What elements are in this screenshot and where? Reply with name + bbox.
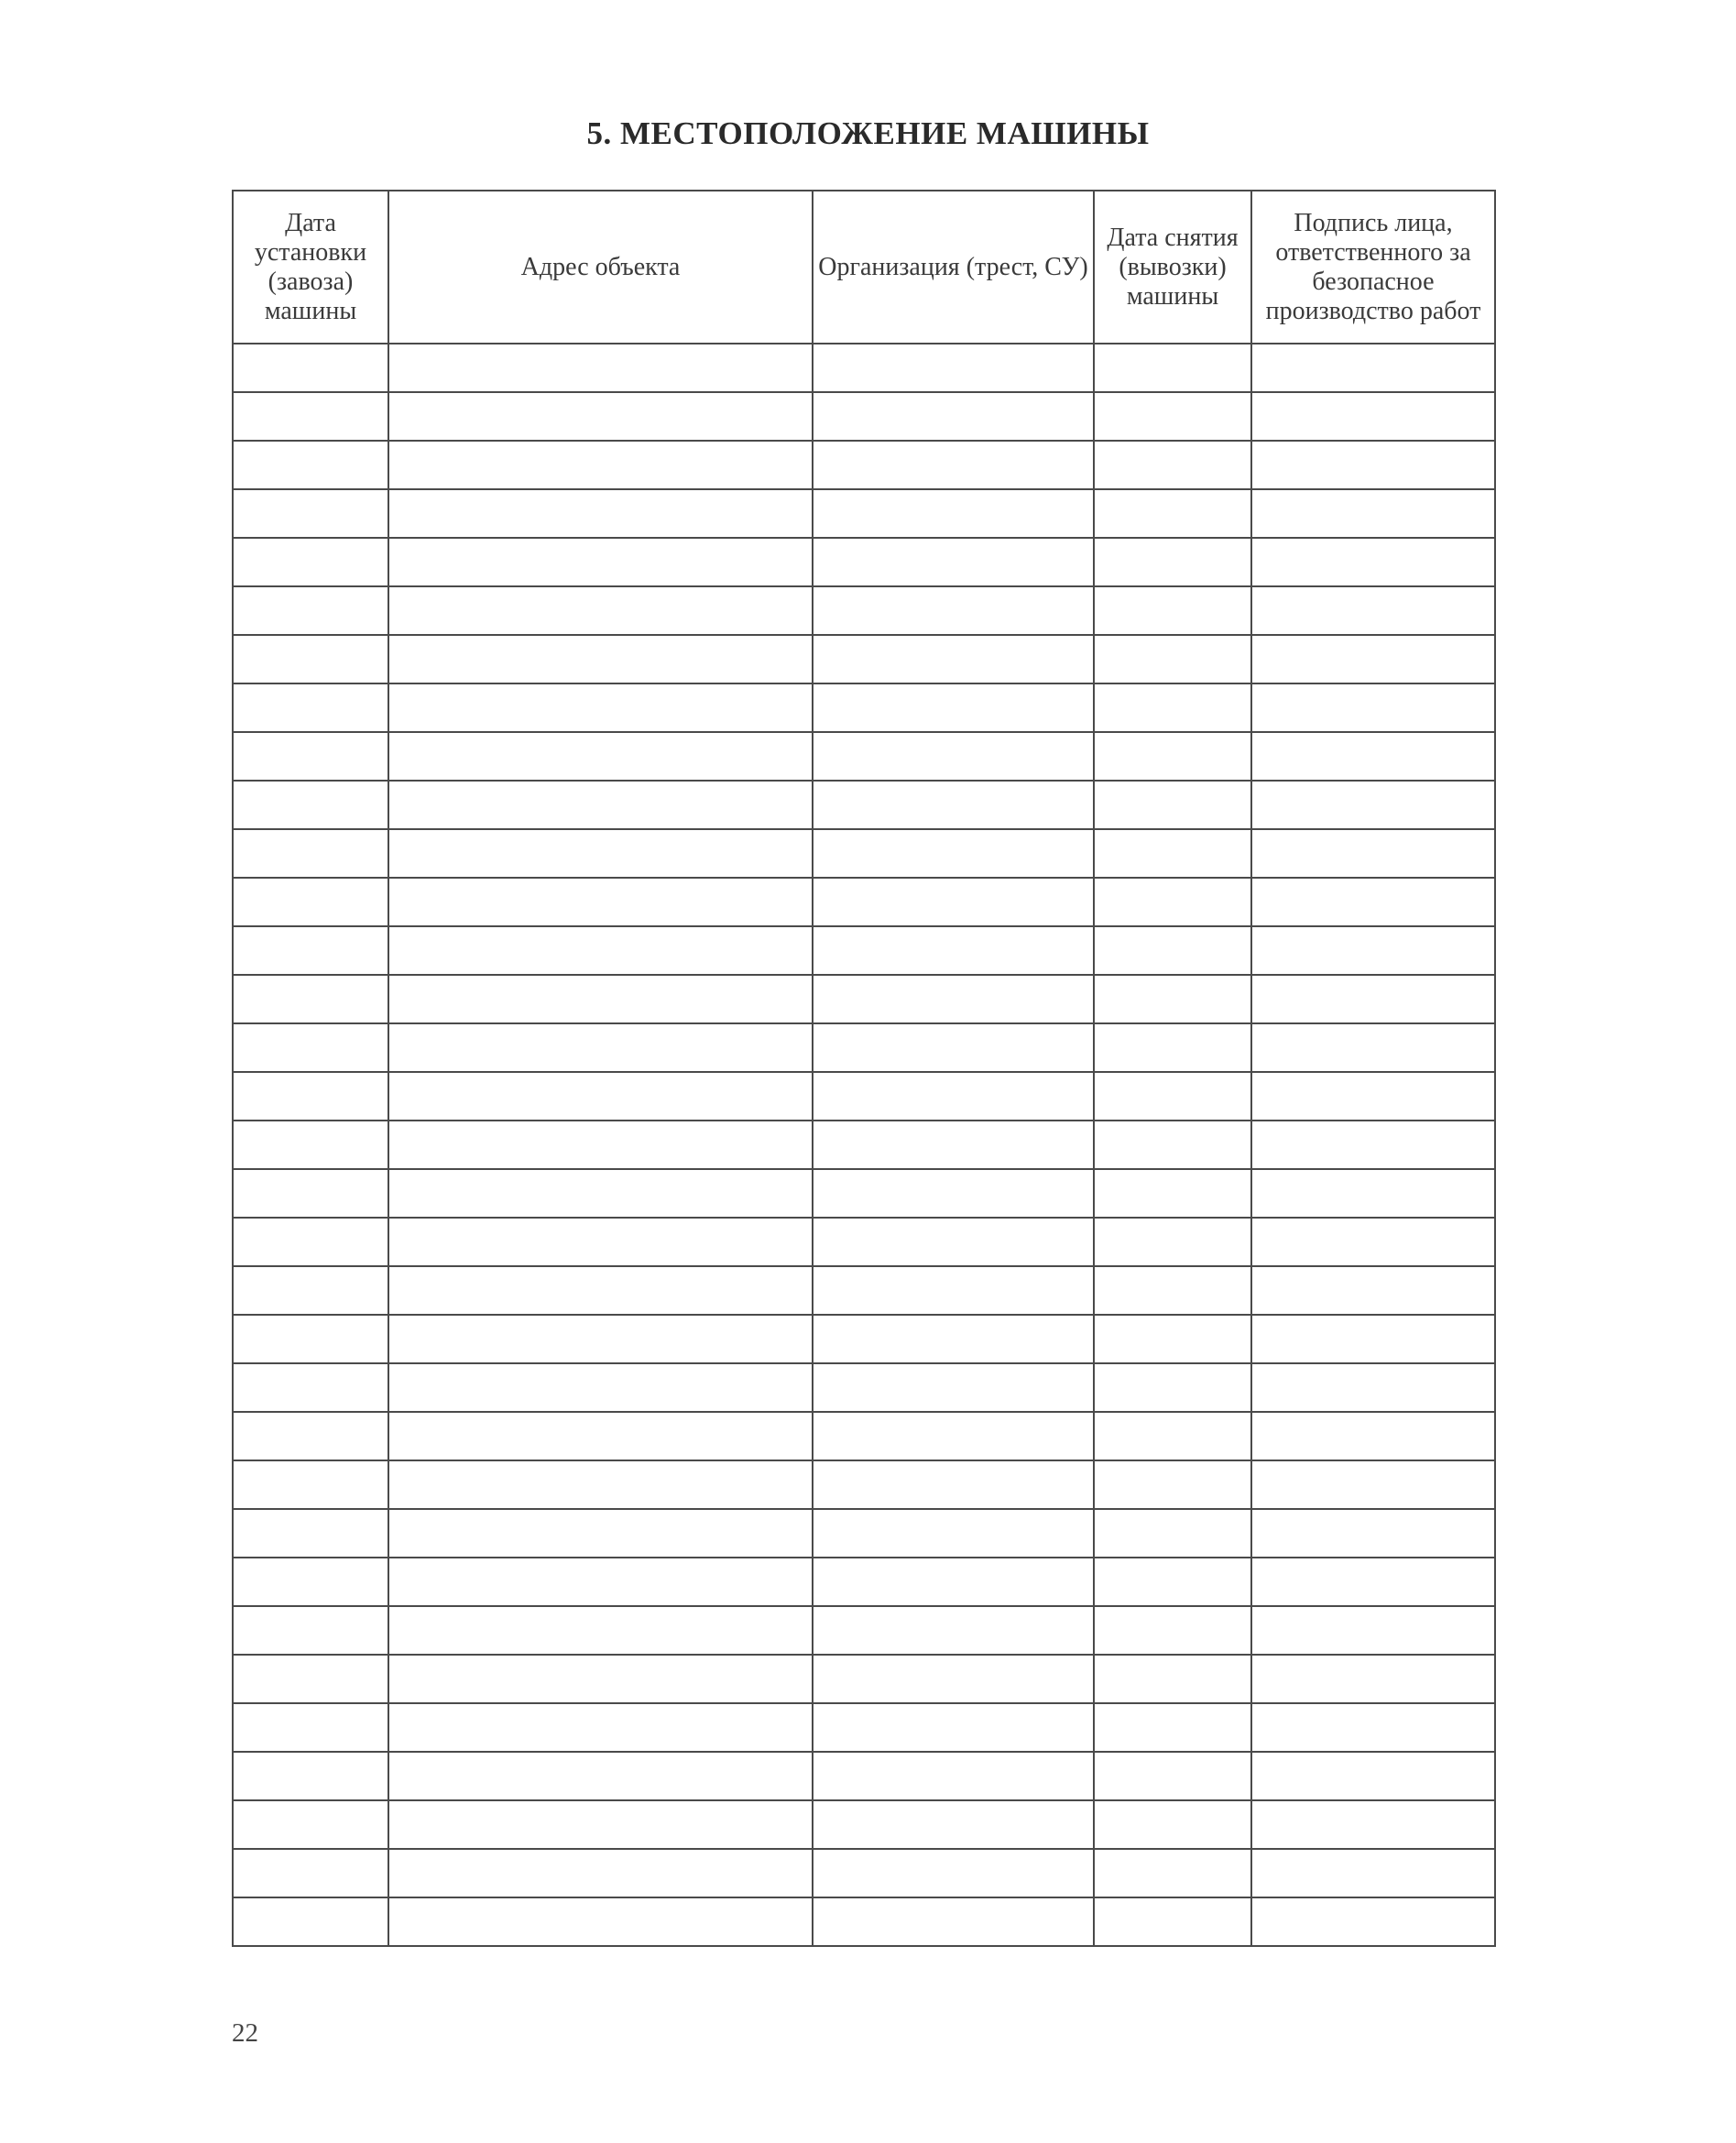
removal-date-cell: [1094, 975, 1251, 1023]
signature-cell: [1251, 344, 1495, 392]
table-row: [233, 781, 1495, 829]
signature-cell: [1251, 1121, 1495, 1169]
install-date-cell: [233, 586, 388, 635]
install-date-cell: [233, 1655, 388, 1703]
address-cell: [388, 586, 813, 635]
removal-date-cell: [1094, 683, 1251, 732]
organization-cell: [813, 732, 1094, 781]
removal-date-cell: [1094, 1800, 1251, 1849]
organization-cell: [813, 1897, 1094, 1946]
table-row: [233, 1169, 1495, 1218]
install-date-cell: [233, 683, 388, 732]
address-cell: [388, 1023, 813, 1072]
organization-cell: [813, 392, 1094, 441]
table-row: [233, 1703, 1495, 1752]
install-date-cell: [233, 1849, 388, 1897]
address-cell: [388, 635, 813, 683]
signature-cell: [1251, 1897, 1495, 1946]
table-row: [233, 1460, 1495, 1509]
install-date-cell: [233, 538, 388, 586]
table-row: [233, 538, 1495, 586]
address-cell: [388, 1558, 813, 1606]
table-row: [233, 1412, 1495, 1460]
signature-cell: [1251, 1655, 1495, 1703]
signature-cell: [1251, 1266, 1495, 1315]
table-row: [233, 1509, 1495, 1558]
organization-cell: [813, 344, 1094, 392]
install-date-cell: [233, 926, 388, 975]
table-row: [233, 1800, 1495, 1849]
organization-cell: [813, 829, 1094, 878]
removal-date-cell: [1094, 878, 1251, 926]
removal-date-cell: [1094, 1752, 1251, 1800]
address-cell: [388, 344, 813, 392]
signature-cell: [1251, 1460, 1495, 1509]
signature-cell: [1251, 1315, 1495, 1363]
organization-cell: [813, 1121, 1094, 1169]
install-date-cell: [233, 1169, 388, 1218]
signature-cell: [1251, 586, 1495, 635]
address-cell: [388, 1606, 813, 1655]
address-cell: [388, 1266, 813, 1315]
organization-cell: [813, 878, 1094, 926]
install-date-cell: [233, 1460, 388, 1509]
removal-date-cell: [1094, 781, 1251, 829]
address-cell: [388, 489, 813, 538]
address-cell: [388, 781, 813, 829]
organization-cell: [813, 441, 1094, 489]
install-date-cell: [233, 1266, 388, 1315]
removal-date-cell: [1094, 392, 1251, 441]
signature-cell: [1251, 975, 1495, 1023]
table-row: [233, 732, 1495, 781]
install-date-cell: [233, 1363, 388, 1412]
table-row: [233, 1606, 1495, 1655]
removal-date-cell: [1094, 1169, 1251, 1218]
address-cell: [388, 926, 813, 975]
install-date-cell: [233, 829, 388, 878]
table-row: [233, 1315, 1495, 1363]
organization-cell: [813, 683, 1094, 732]
machine-location-table: [232, 190, 1496, 1947]
address-cell: [388, 1655, 813, 1703]
table-row: [233, 1218, 1495, 1266]
table-row: [233, 1266, 1495, 1315]
removal-date-cell: [1094, 829, 1251, 878]
removal-date-cell: [1094, 1606, 1251, 1655]
organization-cell: [813, 1655, 1094, 1703]
organization-cell: [813, 1460, 1094, 1509]
address-cell: [388, 878, 813, 926]
table-row: [233, 1363, 1495, 1412]
address-cell: [388, 1703, 813, 1752]
address-cell: [388, 392, 813, 441]
organization-cell: [813, 1703, 1094, 1752]
install-date-cell: [233, 1218, 388, 1266]
address-cell: [388, 829, 813, 878]
signature-cell: [1251, 1218, 1495, 1266]
organization-cell: [813, 1752, 1094, 1800]
removal-date-cell: [1094, 441, 1251, 489]
install-date-cell: [233, 1752, 388, 1800]
removal-date-cell: [1094, 489, 1251, 538]
organization-cell: [813, 1072, 1094, 1121]
organization-cell: [813, 1266, 1094, 1315]
removal-date-cell: [1094, 1509, 1251, 1558]
signature-cell: [1251, 683, 1495, 732]
address-cell: [388, 1849, 813, 1897]
address-cell: [388, 538, 813, 586]
signature-cell: [1251, 1558, 1495, 1606]
table-row: [233, 1752, 1495, 1800]
page-number: 22: [232, 2018, 258, 2048]
organization-cell: [813, 1363, 1094, 1412]
signature-cell: [1251, 829, 1495, 878]
removal-date-cell: [1094, 926, 1251, 975]
organization-cell: [813, 1800, 1094, 1849]
table-row: [233, 344, 1495, 392]
table-row: [233, 1655, 1495, 1703]
install-date-cell: [233, 1703, 388, 1752]
table-row: [233, 1072, 1495, 1121]
table-row: [233, 392, 1495, 441]
install-date-cell: [233, 1315, 388, 1363]
organization-cell: [813, 781, 1094, 829]
organization-cell: [813, 1218, 1094, 1266]
install-date-cell: [233, 392, 388, 441]
removal-date-cell: [1094, 1703, 1251, 1752]
table-row: [233, 586, 1495, 635]
removal-date-cell: [1094, 538, 1251, 586]
signature-cell: [1251, 1800, 1495, 1849]
table-body: [233, 344, 1495, 1946]
organization-cell: [813, 635, 1094, 683]
install-date-cell: [233, 1800, 388, 1849]
header-organization: Организация (трест, СУ): [813, 191, 1094, 344]
address-cell: [388, 1315, 813, 1363]
address-cell: [388, 1363, 813, 1412]
address-cell: [388, 1218, 813, 1266]
removal-date-cell: [1094, 1412, 1251, 1460]
signature-cell: [1251, 1509, 1495, 1558]
table-row: [233, 878, 1495, 926]
install-date-cell: [233, 1509, 388, 1558]
signature-cell: [1251, 1849, 1495, 1897]
install-date-cell: [233, 1897, 388, 1946]
signature-cell: [1251, 538, 1495, 586]
address-cell: [388, 1509, 813, 1558]
table-row: [233, 1849, 1495, 1897]
install-date-cell: [233, 1412, 388, 1460]
organization-cell: [813, 1606, 1094, 1655]
signature-cell: [1251, 1703, 1495, 1752]
organization-cell: [813, 975, 1094, 1023]
address-cell: [388, 1897, 813, 1946]
signature-cell: [1251, 392, 1495, 441]
address-cell: [388, 1412, 813, 1460]
removal-date-cell: [1094, 732, 1251, 781]
address-cell: [388, 732, 813, 781]
removal-date-cell: [1094, 1072, 1251, 1121]
organization-cell: [813, 1412, 1094, 1460]
removal-date-cell: [1094, 1655, 1251, 1703]
address-cell: [388, 1460, 813, 1509]
removal-date-cell: [1094, 1023, 1251, 1072]
install-date-cell: [233, 344, 388, 392]
signature-cell: [1251, 1363, 1495, 1412]
signature-cell: [1251, 1752, 1495, 1800]
install-date-cell: [233, 1121, 388, 1169]
signature-cell: [1251, 635, 1495, 683]
organization-cell: [813, 538, 1094, 586]
address-cell: [388, 441, 813, 489]
install-date-cell: [233, 732, 388, 781]
signature-cell: [1251, 1412, 1495, 1460]
table-row: [233, 441, 1495, 489]
address-cell: [388, 1121, 813, 1169]
removal-date-cell: [1094, 1849, 1251, 1897]
removal-date-cell: [1094, 1363, 1251, 1412]
removal-date-cell: [1094, 344, 1251, 392]
install-date-cell: [233, 1072, 388, 1121]
signature-cell: [1251, 489, 1495, 538]
header-address: Адрес объекта: [388, 191, 813, 344]
table-row: [233, 489, 1495, 538]
signature-cell: [1251, 926, 1495, 975]
header-install-date: Дата установки (завоза) машины: [233, 191, 388, 344]
install-date-cell: [233, 489, 388, 538]
install-date-cell: [233, 1558, 388, 1606]
removal-date-cell: [1094, 1315, 1251, 1363]
table-row: [233, 1558, 1495, 1606]
page-title: 5. МЕСТОПОЛОЖЕНИЕ МАШИНЫ: [586, 115, 1150, 151]
organization-cell: [813, 489, 1094, 538]
removal-date-cell: [1094, 1121, 1251, 1169]
organization-cell: [813, 926, 1094, 975]
table-row: [233, 1023, 1495, 1072]
signature-cell: [1251, 732, 1495, 781]
install-date-cell: [233, 635, 388, 683]
removal-date-cell: [1094, 635, 1251, 683]
removal-date-cell: [1094, 1266, 1251, 1315]
organization-cell: [813, 1315, 1094, 1363]
removal-date-cell: [1094, 1218, 1251, 1266]
address-cell: [388, 1752, 813, 1800]
install-date-cell: [233, 781, 388, 829]
organization-cell: [813, 1169, 1094, 1218]
table-row: [233, 683, 1495, 732]
signature-cell: [1251, 441, 1495, 489]
signature-cell: [1251, 1606, 1495, 1655]
organization-cell: [813, 1023, 1094, 1072]
install-date-cell: [233, 1606, 388, 1655]
table-row: [233, 1897, 1495, 1946]
signature-cell: [1251, 878, 1495, 926]
install-date-cell: [233, 975, 388, 1023]
signature-cell: [1251, 781, 1495, 829]
table-row: [233, 1121, 1495, 1169]
table-row: [233, 635, 1495, 683]
removal-date-cell: [1094, 1558, 1251, 1606]
install-date-cell: [233, 878, 388, 926]
header-signature: Подпись лица, ответственного за безопасное производство работ: [1251, 191, 1495, 344]
address-cell: [388, 1169, 813, 1218]
organization-cell: [813, 586, 1094, 635]
organization-cell: [813, 1558, 1094, 1606]
install-date-cell: [233, 1023, 388, 1072]
table-row: [233, 975, 1495, 1023]
removal-date-cell: [1094, 1897, 1251, 1946]
removal-date-cell: [1094, 1460, 1251, 1509]
install-date-cell: [233, 441, 388, 489]
organization-cell: [813, 1509, 1094, 1558]
header-removal-date: Дата снятия (вывозки) машины: [1094, 191, 1251, 344]
table-row: [233, 829, 1495, 878]
organization-cell: [813, 1849, 1094, 1897]
table-header-row: [233, 191, 1495, 344]
address-cell: [388, 683, 813, 732]
signature-cell: [1251, 1169, 1495, 1218]
address-cell: [388, 1800, 813, 1849]
address-cell: [388, 1072, 813, 1121]
signature-cell: [1251, 1072, 1495, 1121]
removal-date-cell: [1094, 586, 1251, 635]
table-row: [233, 926, 1495, 975]
signature-cell: [1251, 1023, 1495, 1072]
address-cell: [388, 975, 813, 1023]
